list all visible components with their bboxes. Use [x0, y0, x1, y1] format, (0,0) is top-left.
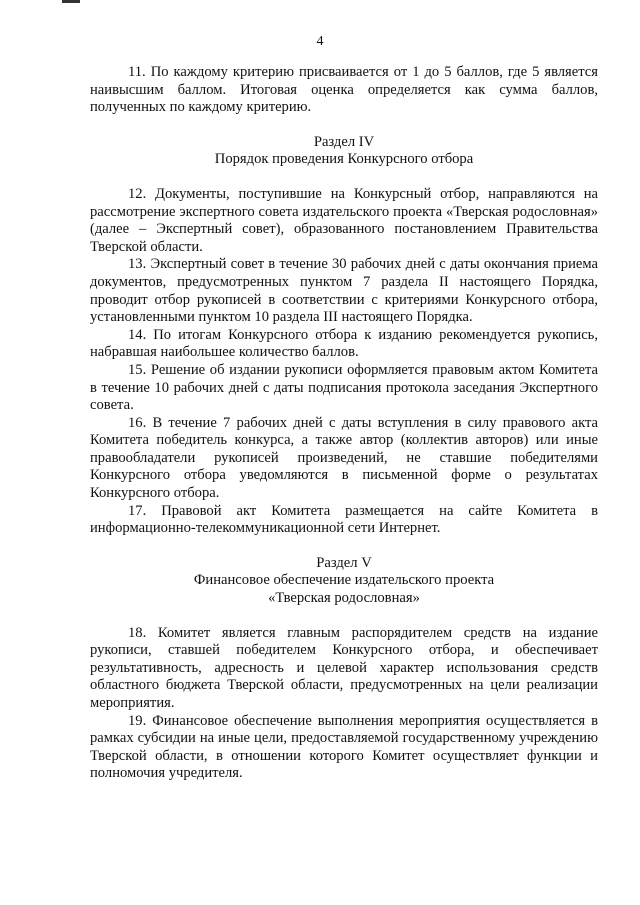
scan-mark — [62, 0, 80, 3]
page-number: 4 — [316, 34, 324, 49]
paragraph-14: 14. По итогам Конкурсного отбора к изданию рекомендуется рукопись, набравшая наибольшее количество баллов. — [90, 326, 598, 361]
paragraph-16: 16. В течение 7 рабочих дней с даты вступления в силу правового акта Комитета победитель конкурса, а также автор (коллектив авторов) или иные правообладатели рукописей произведений, не ставшие победителями Конкурсного отбора уведомляются в письменной форме о результатах Конкурсного отбора. — [90, 414, 598, 502]
document-body — [90, 64, 598, 783]
paragraph-15: 15. Решение об издании рукописи оформляется правовым актом Комитета в течение 10 рабочих дней с даты подписания протокола заседания Экспертного совета. — [90, 361, 598, 414]
spacer — [90, 169, 598, 186]
spacer — [90, 117, 598, 134]
section-title: Порядок проведения Конкурсного отбора — [214, 151, 474, 168]
spacer — [90, 538, 598, 555]
paragraph-18: 18. Комитет является главным распорядителем средств на издание рукописи, ставшей победителем Конкурсного отбора, и обеспечивает результативность, адресность и целевой характер использования средств областного бюджета Тверской области, предусмотренных на цели реализации мероприятия. — [90, 624, 598, 711]
paragraph-12: 12. Документы, поступившие на Конкурсный отбор, направляются на рассмотрение экспертного совета издательского проекта «Тверская родословная» (далее – Экспертный совет), образованного постановлением Правительства Тверской области. — [90, 185, 598, 255]
paragraph-19: 19. Финансовое обеспечение выполнения мероприятия осуществляется в рамках субсидии на иные цели, предоставляемой государственному учреждению Тверской области, в отношении которого Комитет осуществляет функции и полномочия учредителя. — [90, 712, 598, 782]
paragraph-11: 11. По каждому критерию присваивается от 1 до 5 баллов, где 5 является наивысшим баллом. Итоговая оценка определяется как сумма баллов, полученных по каждому критерию. — [90, 64, 598, 116]
section-heading: Раздел V — [316, 554, 372, 571]
section-title: «Тверская родословная» — [268, 590, 420, 607]
section-heading: Раздел IV — [313, 133, 375, 150]
paragraph-13: 13. Экспертный совет в течение 30 рабочих дней с даты окончания приема документов, предусмотренных пунктом 7 раздела II настоящего Порядка, проводит отбор рукописей в соответствии с критериями Конкурсного отбора, установленными пунктом 10 раздела III настоящего Порядка. — [90, 256, 598, 326]
section-title: Финансовое обеспечение издательского проекта — [193, 572, 495, 589]
spacer — [90, 608, 598, 625]
paragraph-17: 17. Правовой акт Комитета размещается на сайте Комитета в информационно-телекоммуникационной сети Интернет. — [90, 502, 598, 537]
